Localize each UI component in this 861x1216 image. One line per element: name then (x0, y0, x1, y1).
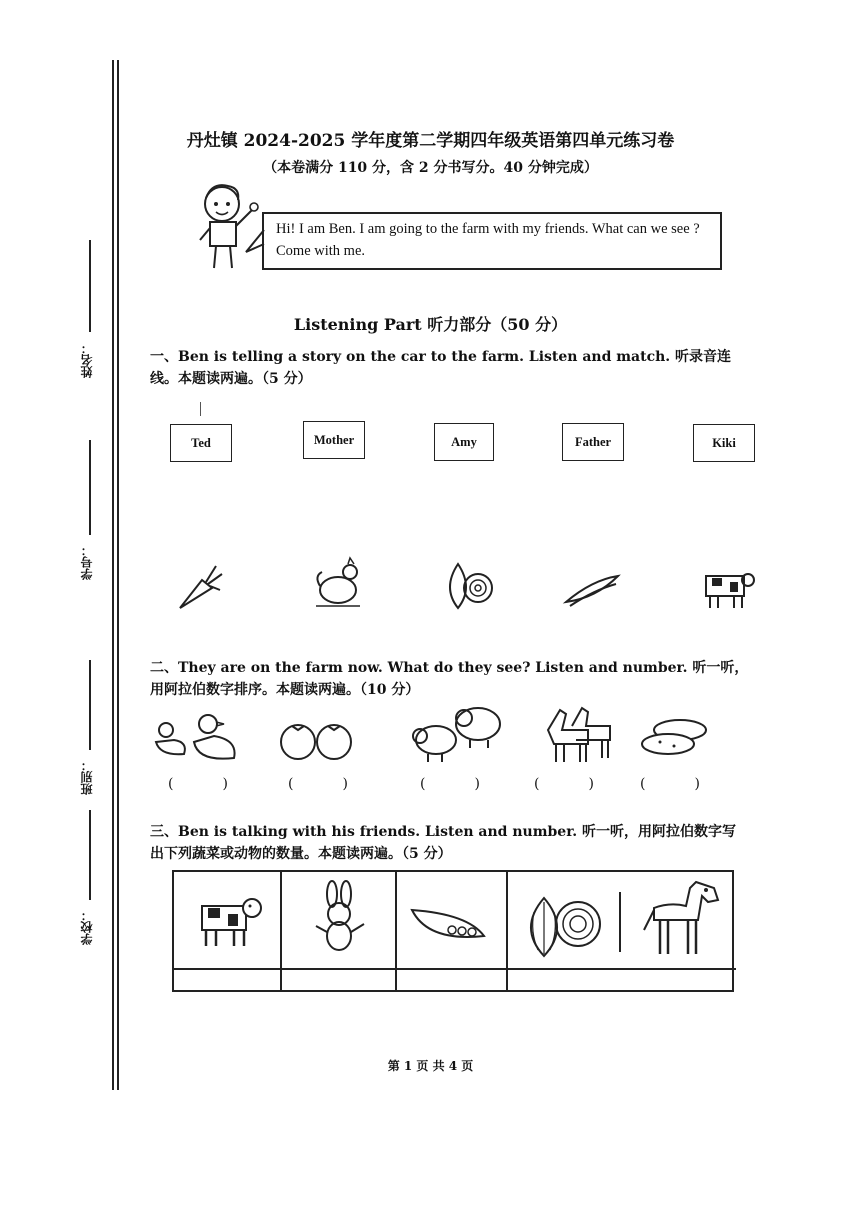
table-divider (395, 872, 397, 992)
answer-blank[interactable]: ( ) (168, 776, 228, 792)
paper-title: 丹灶镇 2024-2025 学年度第二学期四年级英语第四单元练习卷 (186, 131, 675, 151)
green-beans-picture (408, 902, 488, 948)
tomatoes-picture[interactable] (278, 718, 356, 764)
carrot-picture[interactable] (172, 560, 224, 612)
table-divider (506, 872, 508, 992)
binding-line (117, 60, 119, 1090)
hen-picture[interactable] (312, 556, 364, 612)
question-3: 三、Ben is talking with his friends. Listen and number. 听一听，用阿拉伯数字写出下列蔬菜或动物的数量。本题读两遍。（5 分） (150, 824, 737, 862)
name-box[interactable]: Amy (434, 423, 494, 461)
paper-subtitle: （本卷满分 110 分，含 2 分书写分。40 分钟完成） (263, 160, 598, 176)
answer-blank[interactable]: ( ) (288, 776, 348, 792)
onion-picture (516, 892, 608, 960)
school-label: 学校： (80, 909, 94, 945)
potatoes-picture[interactable] (640, 716, 710, 758)
listening-heading: Listening Part 听力部分（50 分） (293, 315, 568, 334)
page-number: 第 1 页 共 4 页 (387, 1059, 474, 1073)
name-box[interactable]: Kiki (693, 424, 755, 462)
table-divider (280, 872, 282, 992)
binding-line (112, 60, 114, 1090)
cow-picture[interactable] (696, 566, 756, 612)
number-field[interactable] (89, 440, 91, 535)
rabbit-picture (312, 880, 368, 958)
school-field[interactable] (89, 810, 91, 900)
name-label: 姓名： (80, 342, 94, 378)
horses-picture[interactable] (540, 704, 618, 766)
table-divider (174, 968, 736, 970)
cow-picture (190, 892, 266, 950)
answer-blank[interactable]: ( ) (640, 776, 700, 792)
answer-blank[interactable]: ( ) (420, 776, 480, 792)
table-divider (619, 892, 621, 952)
onion-picture[interactable] (438, 558, 496, 614)
answer-blank[interactable]: ( ) (534, 776, 594, 792)
class-label: 班别： (80, 759, 94, 795)
number-label: 学号： (80, 544, 94, 580)
sheep-picture[interactable] (408, 700, 508, 766)
green-beans-picture[interactable] (562, 570, 622, 610)
question-2: 二、They are on the farm now. What do they see? Listen and number. 听一听，用阿拉伯数字排序。本题读两遍。（10 分） (150, 660, 749, 698)
speech-bubble: Hi! I am Ben. I am going to the farm with my friends. What can we see ? Come with me. (262, 212, 722, 270)
name-box[interactable]: Father (562, 423, 624, 461)
horse-picture (640, 878, 722, 960)
class-field[interactable] (89, 660, 91, 750)
question-1: 一、Ben is telling a story on the car to the farm. Listen and match. 听录音连线。本题读两遍。（5 分） (150, 349, 732, 387)
name-box[interactable]: Mother (303, 421, 365, 459)
tick-mark (200, 402, 201, 416)
ducks-picture[interactable] (150, 712, 242, 764)
name-box[interactable]: Ted (170, 424, 232, 462)
